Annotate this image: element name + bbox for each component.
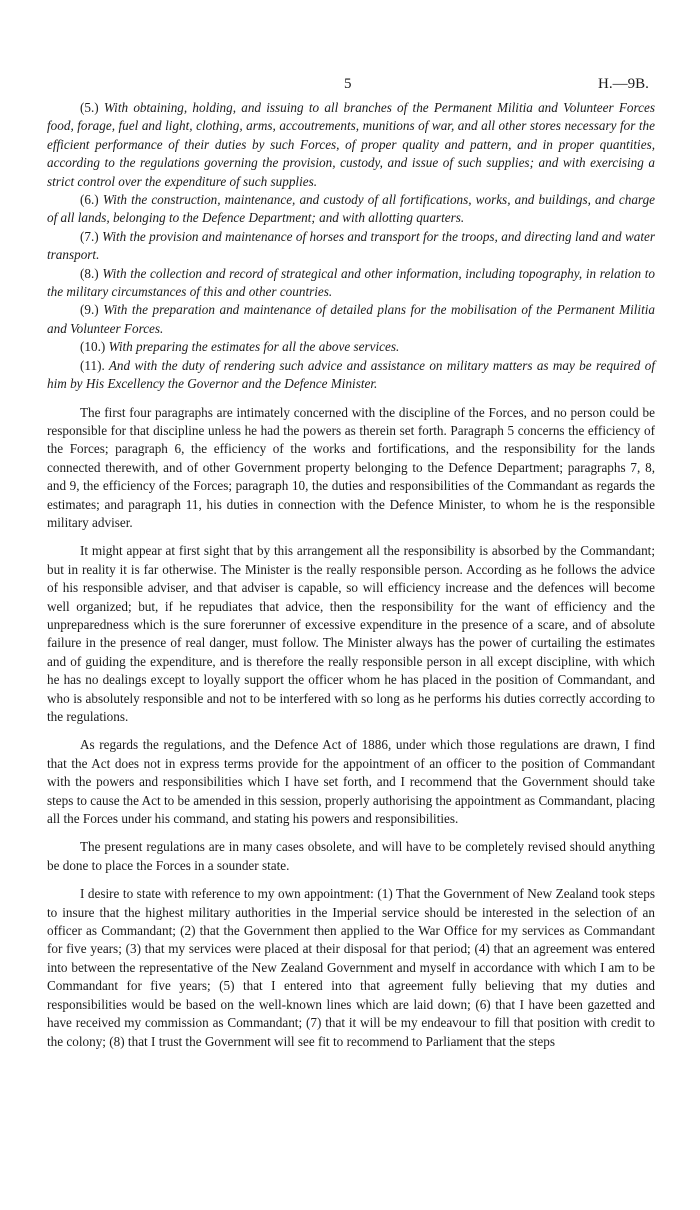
paragraph: The first four paragraphs are intimately concerned with the discipline of the Forces, and no person could be responsible for that discipline unless he had the powers as therein set forth. Paragraph 5 concerns the efficiency of the Forces; paragraph 6, the efficiency of the works and fortifications, and the responsibility for the lands connected therewith, and of other Government property belonging to the Defence Department; paragraphs 7, 8, and 9, the efficiency of the Forces; paragraph 10, the duties and responsibilities of the Commandant as regards the estimates; and paragraph 11, his duties in connection with the Defence Minister, to whom he is the responsible military adviser.	[47, 404, 655, 530]
list-item: (10.) With preparing the estimates for all the above services.	[80, 339, 400, 355]
list-item: (5.) With obtaining, holding, and issuing to all branches of the Permanent Militia and Volunteer Forces food, forage, fuel and light, clothing, arms, accoutrements, munitions of war, and all other stores necessary for the efficient performance of their duties by such Forces, of proper quality and pattern, and in proper quantities, according to the regulations governing the provision, custody, and issue of such supplies; and with exercising a strict control over the expenditure of such supplies.	[47, 100, 655, 189]
list-item: (6.) With the construction, maintenance, and custody of all fortifications, works, and buildings, and charge of all lands, belonging to the Defence Department; and with allotting quarters.	[47, 192, 656, 226]
list-item: (11). And with the duty of rendering such advice and assistance on military matters as may be required of him by His Excellency the Governor and the Defence Minister.	[47, 357, 655, 392]
list-item: (7.) With the provision and maintenance of horses and transport for the troops, and directing land and water transport.	[47, 228, 656, 263]
page-number: 5	[344, 76, 352, 92]
paragraph: I desire to state with reference to my own appointment: (1) That the Government of New Zealand took steps to insure that the highest military authorities in the Imperial service should be interested in the selection of an officer as Commandant; (2) that the Government then applied to the War Office for my services as Commandant for five years; (3) that my services were placed at their disposal for that period; (4) that an agreement was entered into between the representative of the New Zealand Government and myself in accordance with which I am to be Commandant for five years; (5) that I entered into that agreement fully believing that my duties and responsibilities would be based on the well-known lines which are laid down; (6) that I have been gazetted and have received my commission as Commandant; (7) that it will be my endeavour to fill that position with credit to the colony; (8) that I trust the Government will see fit to recommend to Parliament that the steps	[47, 886, 655, 1049]
paragraph: As regards the regulations, and the Defence Act of 1886, under which those regulations are drawn, I find that the Act does not in express terms provide for the appointment of an officer to the position of Commandant with the powers and responsibilities which I have set forth, and I recommend that the Government should take steps to cause the Act to be amended in this session, properly authorising the appointment as Commandant, placing all the Forces under his command, and stating his powers and responsibilities.	[47, 737, 655, 827]
list-item: (8.) With the collection and record of strategical and other information, including topography, in relation to the military circumstances of this and other countries.	[47, 265, 656, 300]
document-body	[47, 99, 655, 1051]
list-item: (9.) With the preparation and maintenance of detailed plans for the mobilisation of the Permanent Militia and Volunteer Forces.	[47, 302, 656, 336]
document-reference: H.—9B.	[598, 76, 649, 92]
paragraph: The present regulations are in many cases obsolete, and will have to be completely revised should anything be done to place the Forces in a sounder state.	[47, 839, 655, 873]
page-header	[0, 76, 700, 96]
paragraph: It might appear at first sight that by this arrangement all the responsibility is absorbed by the Commandant; but in reality it is far otherwise. The Minister is the really responsible person. According as he follows the advice of his responsible adviser, and that adviser is capable, so will efficiency increase and the defences will become well organized; but, if he repudiates that advice, then the responsibility for the want of efficiency and the unpreparedness which is the sure forerunner of excessive expenditure in the presence of a scare, and of absolute failure in the presence of real danger, must follow. The Minister always has the power of curtailing the estimates and of guiding the expenditure, and is therefore the really responsible person in all except discipline, with which he has no dealings except to loyally support the officer whom he has placed in the position of Commandant, and who is absolutely responsible and not to be interfered with so long as he performs his duties correctly according to the regulations.	[47, 543, 655, 724]
